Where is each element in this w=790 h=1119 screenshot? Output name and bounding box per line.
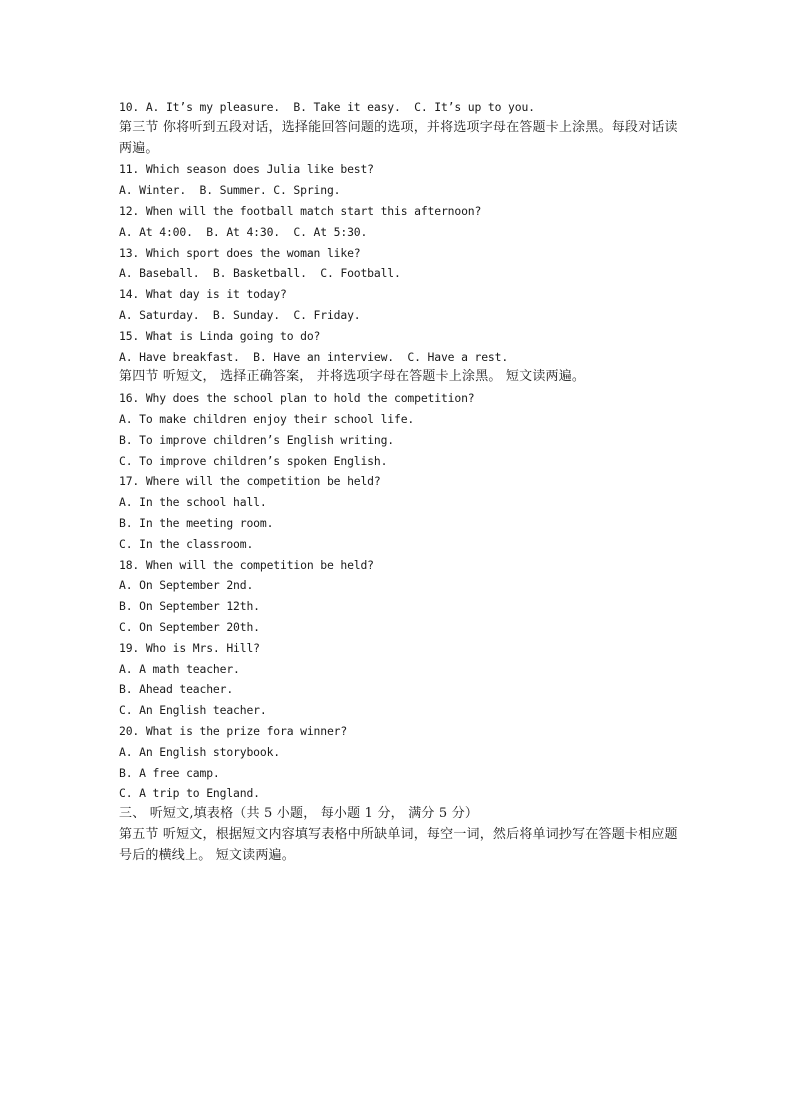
q14-options: A. Saturday. B. Sunday. C. Friday.	[119, 307, 361, 322]
q16-question: 16. Why does the school plan to hold the competition?	[119, 391, 475, 406]
q17-option-c: C. In the classroom.	[119, 536, 254, 551]
q19-option-a: A. A math teacher.	[119, 661, 240, 676]
q17-option-b: B. In the meeting room.	[119, 515, 274, 530]
q18-question: 18. When will the competition be held?	[119, 557, 374, 572]
q17-option-a: A. In the school hall.	[119, 495, 267, 510]
q13-options: A. Baseball. B. Basketball. C. Football.	[119, 266, 401, 281]
part-3-heading: 三、 听短文,填表格（共 5 小题， 每小题 1 分， 满分 5 分）	[119, 806, 479, 822]
q15-question: 15. What is Linda going to do?	[119, 328, 321, 343]
q17-question: 17. Where will the competition be held?	[119, 474, 381, 489]
q18-option-b: B. On September 12th.	[119, 599, 260, 614]
q11-question: 11. Which season does Julia like best?	[119, 162, 374, 177]
q18-option-a: A. On September 2nd.	[119, 578, 254, 593]
q16-option-a: A. To make children enjoy their school life.	[119, 411, 415, 426]
q18-option-c: C. On September 20th.	[119, 619, 260, 634]
q12-options: A. At 4:00. B. At 4:30. C. At 5:30.	[119, 224, 368, 239]
q16-option-c: C. To improve children’s spoken English.	[119, 453, 388, 468]
q19-option-c: C. An English teacher.	[119, 703, 267, 718]
q10-options: 10. A. It’s my pleasure. B. Take it easy. C. It’s up to you.	[119, 100, 535, 114]
q20-option-b: B. A free camp.	[119, 765, 220, 780]
q11-options: A. Winter. B. Summer. C. Spring.	[119, 183, 341, 198]
q19-option-b: B. Ahead teacher.	[119, 682, 234, 697]
q20-option-a: A. An English storybook.	[119, 744, 280, 759]
exam-page	[119, 97, 679, 866]
q12-question: 12. When will the football match start this afternoon?	[119, 203, 482, 218]
section-3-instructions: 第三节 你将听到五段对话，选择能回答问题的选项，并将选项字母在答题卡上涂黑。每段对话读两遍。	[119, 119, 678, 156]
q14-question: 14. What day is it today?	[119, 287, 287, 302]
q13-question: 13. Which sport does the woman like?	[119, 245, 361, 260]
section-5-instructions: 第五节 听短文，根据短文内容填写表格中所缺单词，每空一词，然后将单词抄写在答题卡相应题号后的横线上。 短文读两遍。	[119, 826, 678, 863]
section-4-instructions: 第四节 听短文， 选择正确答案， 并将选项字母在答题卡上涂黑。 短文读两遍。	[119, 369, 586, 385]
q19-question: 19. Who is Mrs. Hill?	[119, 640, 260, 655]
q20-option-c: C. A trip to England.	[119, 786, 260, 801]
q16-option-b: B. To improve children’s English writing.	[119, 432, 395, 447]
q20-question: 20. What is the prize fora winner?	[119, 723, 348, 738]
q15-options: A. Have breakfast. B. Have an interview. C. Have a rest.	[119, 349, 509, 364]
